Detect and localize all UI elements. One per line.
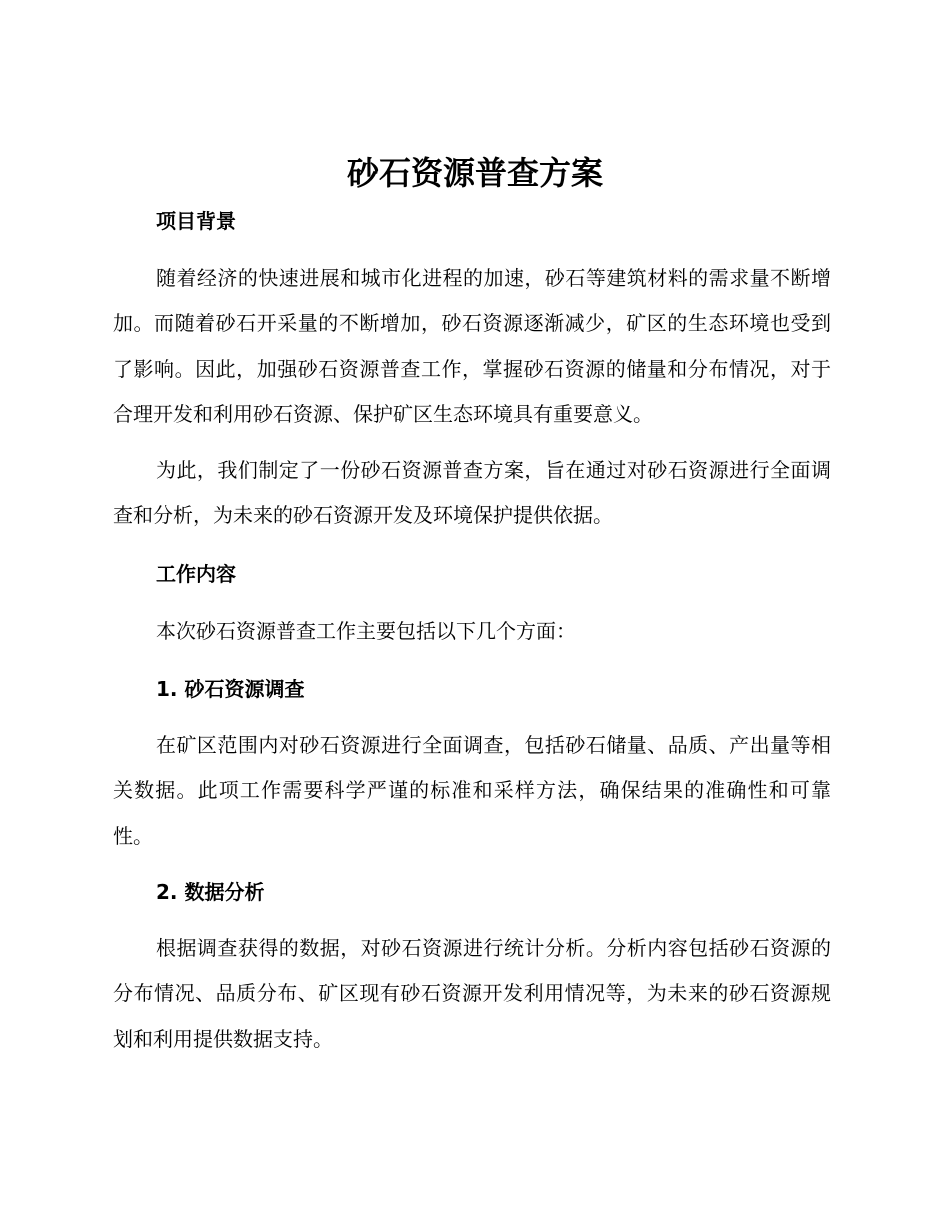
document-title: 砂石资源普查方案: [346, 154, 603, 192]
item-heading-analysis: 2. 数据分析: [156, 880, 265, 904]
item-heading-survey: 1. 砂石资源调查: [156, 677, 305, 701]
analysis-paragraph: 根据调查获得的数据，对砂石资源进行统计分析。分析内容包括砂石资源的分布情况、品质分布、矿区现有砂石资源开发利用情况等，为未来的砂石资源规划和利用提供数据支持。: [113, 936, 831, 1051]
section-heading-work: 工作内容: [156, 562, 236, 586]
background-paragraph-1: 随着经济的快速进展和城市化进程的加速，砂石等建筑材料的需求量不断增加。而随着砂石开采量的不断增加，砂石资源逐渐减少，矿区的生态环境也受到了影响。因此，加强砂石资源普查工作，掌握砂石资源的储量和分布情况，对于合理开发和利用砂石资源、保护矿区生态环境具有重要意义。: [113, 266, 831, 426]
background-paragraph-2: 为此，我们制定了一份砂石资源普查方案，旨在通过对砂石资源进行全面调查和分析，为未来的砂石资源开发及环境保护提供依据。: [113, 458, 831, 528]
survey-paragraph: 在矿区范围内对砂石资源进行全面调查，包括砂石储量、品质、产出量等相关数据。此项工作需要科学严谨的标准和采样方法，确保结果的准确性和可靠性。: [113, 733, 831, 848]
work-intro-paragraph: 本次砂石资源普查工作主要包括以下几个方面：: [156, 619, 576, 643]
section-heading-background: 项目背景: [156, 209, 236, 233]
